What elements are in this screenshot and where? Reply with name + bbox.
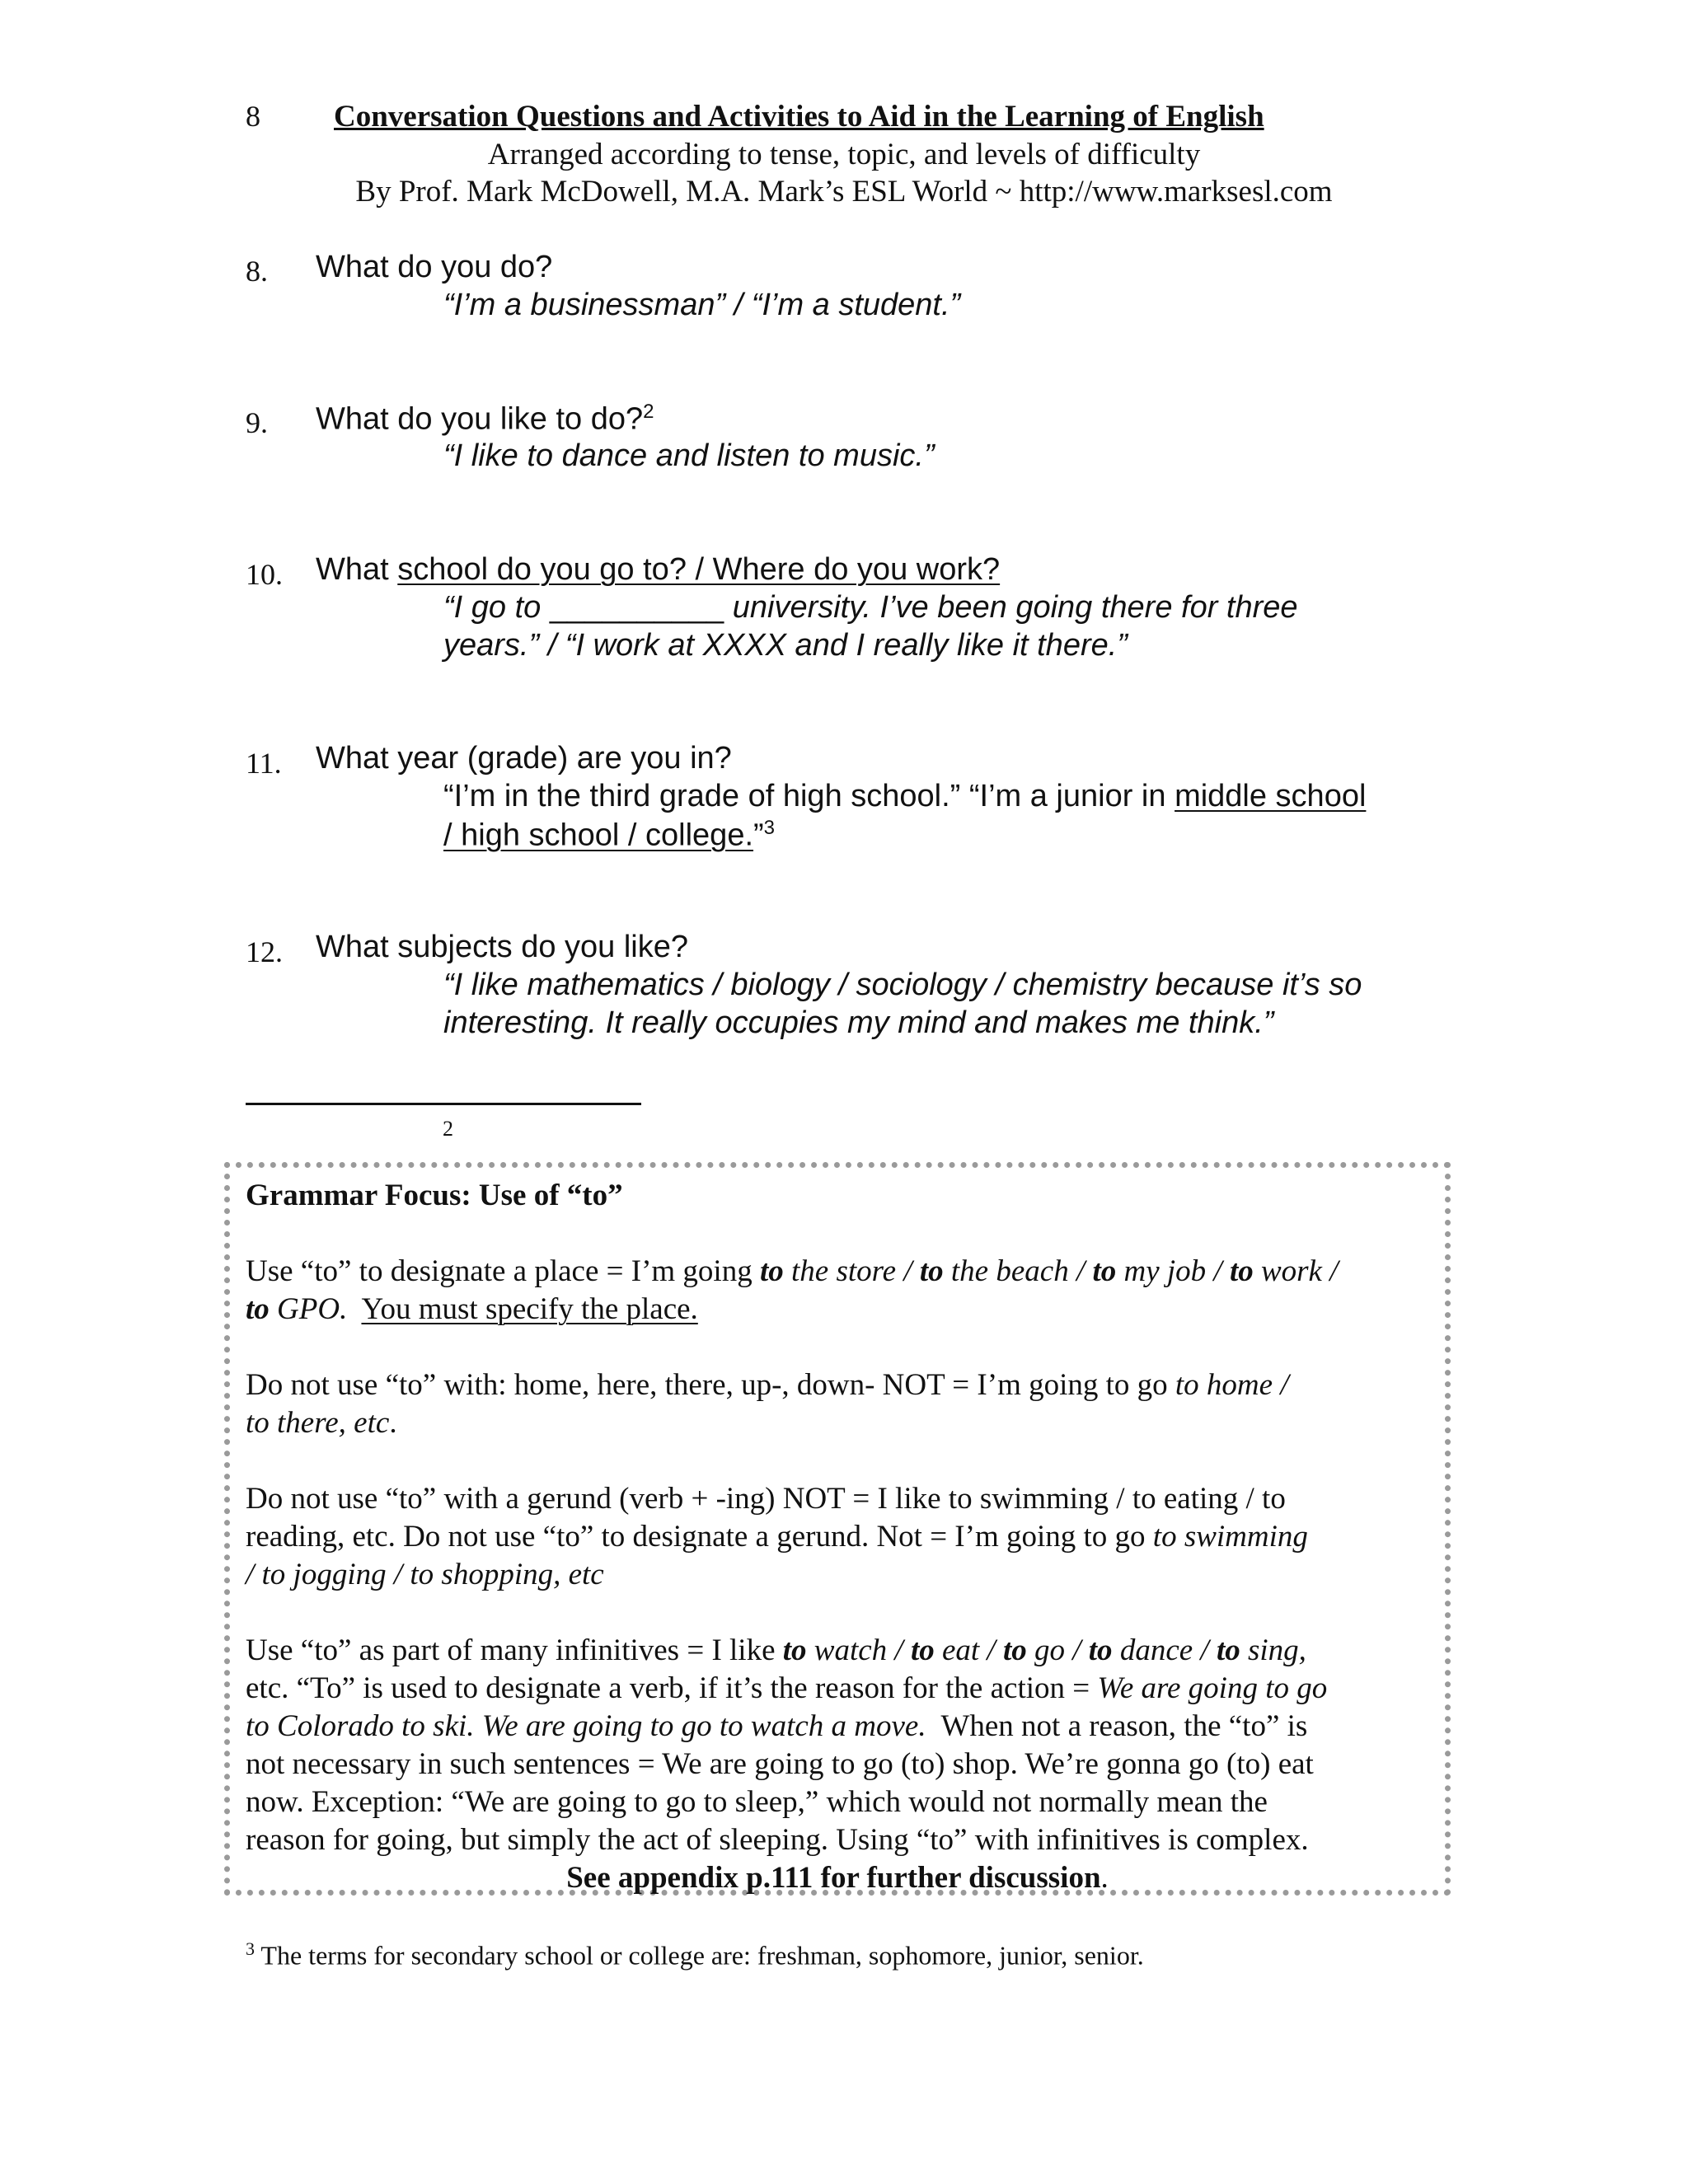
author-line: By Prof. Mark McDowell, M.A. Mark’s ESL World ~ http://www.marksesl.com <box>355 175 1333 209</box>
grammar-paragraph-line: not necessary in such sentences = We are going to go (to) shop. We’re gonna go (to) eat <box>246 1747 1314 1781</box>
appendix-reference: See appendix p.111 for further discussion. <box>566 1861 1109 1895</box>
answer-text: “I go to __________ university. I’ve been going there for three <box>443 590 1298 625</box>
grammar-paragraph-line: to there, etc. <box>246 1406 397 1440</box>
grammar-paragraph-line: to Colorado to ski. We are going to go to watch a move. When not a reason, the “to” is <box>246 1709 1308 1743</box>
footnote-3-marker: 3 <box>246 1938 255 1959</box>
question-text: What year (grade) are you in? <box>316 741 732 776</box>
grammar-paragraph-line: reading, etc. Do not use “to” to designate a gerund. Not = I’m going to go to swimming <box>246 1520 1308 1554</box>
footnote-3: $^3$ The terms for secondary school or college are: freshman, sophomore, junior, senior. <box>246 1938 1144 1971</box>
grammar-paragraph-line: / to jogging / to shopping, etc <box>246 1558 604 1591</box>
question-text: What do you like to do?$^2$ <box>316 401 654 437</box>
grammar-paragraph-line: now. Exception: “We are going to go to sleep,” which would not normally mean the <box>246 1785 1268 1819</box>
question-number: 9. <box>246 406 268 439</box>
question-text: What do you do? <box>316 250 553 284</box>
question-number: 11. <box>246 747 282 780</box>
answer-text: interesting. It really occupies my mind and makes me think.” <box>443 1005 1274 1040</box>
grammar-paragraph-line: Use “to” as part of many infinitives = I like to watch / to eat / to go / to dance / to sing, <box>246 1633 1306 1667</box>
grammar-focus-heading: Grammar Focus: Use of “to” <box>246 1179 623 1212</box>
grammar-paragraph-line: to GPO. You must specify the place. <box>246 1292 698 1326</box>
question-number: 10. <box>246 558 283 591</box>
grammar-paragraph-line: Do not use “to” with a gerund (verb + -ing) NOT = I like to swimming / to eating / to <box>246 1482 1286 1516</box>
footnote-ref: 2 <box>643 401 654 423</box>
grammar-paragraph-line: Use “to” to designate a place = I’m going to the store / to the beach / to my job / to work / <box>246 1254 1339 1288</box>
grammar-paragraph-line: etc. “To” is used to designate a verb, if it’s the reason for the action = We are going to go <box>246 1671 1328 1705</box>
answer-blank: __________ <box>549 590 724 625</box>
question-number: 12. <box>246 935 283 968</box>
document-title: Conversation Questions and Activities to Aid in the Learning of English <box>334 100 1264 134</box>
answer-text: / high school / college.”$^3$ <box>443 817 776 853</box>
question-text: What subjects do you like? <box>316 930 689 964</box>
question-number: 8. <box>246 255 268 288</box>
answer-text: “I like mathematics / biology / sociology / chemistry because it’s so <box>443 968 1362 1002</box>
footnote-2-marker: 2 <box>443 1117 453 1141</box>
document-subtitle: Arranged according to tense, topic, and levels of difficulty <box>487 138 1201 171</box>
answer-text: “I’m in the third grade of high school.” “I’m a junior in middle school <box>443 779 1367 813</box>
grammar-paragraph-line: reason for going, but simply the act of sleeping. Using “to” with infinitives is complex. <box>246 1823 1309 1857</box>
footnote-ref: 3 <box>763 817 776 839</box>
footnote-separator <box>246 1103 641 1105</box>
question-text: What school do you go to? / Where do you work? <box>316 552 1001 587</box>
page-number: 8 <box>246 100 260 133</box>
grammar-paragraph-line: Do not use “to” with: home, here, there, up-, down- NOT = I’m going to go to home / <box>246 1368 1289 1402</box>
answer-text: “I like to dance and listen to music.” <box>443 438 935 473</box>
answer-text: years.” / “I work at XXXX and I really like it there.” <box>443 628 1128 663</box>
answer-text: “I’m a businessman” / “I’m a student.” <box>443 288 961 322</box>
